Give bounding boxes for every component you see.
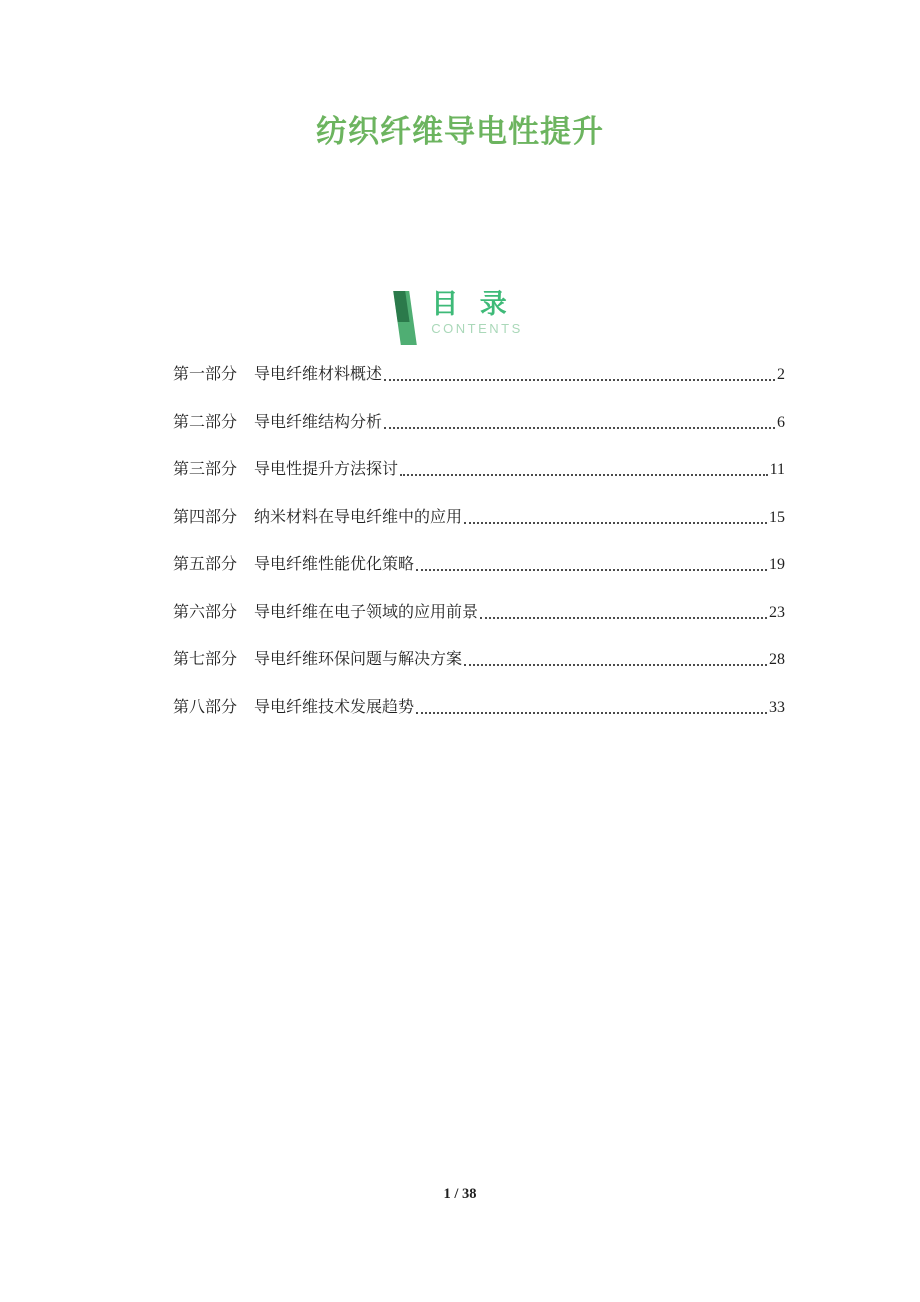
toc-entry-title[interactable]: 导电纤维材料概述 <box>254 366 383 383</box>
toc-entry[interactable] <box>173 554 785 575</box>
toc-heading: 目 录 <box>431 289 507 319</box>
toc-entry-part: 第五部分 <box>173 556 238 573</box>
toc-dot-leader <box>400 474 768 476</box>
toc-entry-part: 第七部分 <box>173 651 238 668</box>
toc-entry-page: 6 <box>777 413 785 431</box>
toc-entry[interactable] <box>173 507 785 528</box>
page-number: 1 / 38 <box>443 1186 477 1202</box>
toc-entry-part: 第二部分 <box>173 413 238 431</box>
toc-entry-part: 第四部分 <box>173 508 238 526</box>
toc-slash-icon <box>393 291 417 345</box>
toc-entry-title[interactable]: 导电性提升方法探讨 <box>254 461 399 478</box>
toc-entry-page: 28 <box>769 651 785 668</box>
document-title: 纺织纤维导电性提升 <box>316 114 604 149</box>
toc-entry-page: 19 <box>769 556 785 573</box>
toc-entry[interactable] <box>173 649 785 670</box>
toc-entry[interactable] <box>173 459 785 480</box>
toc-header <box>0 289 920 345</box>
toc-entry[interactable] <box>173 364 785 385</box>
toc-entry-title[interactable]: 导电纤维技术发展趋势 <box>254 698 415 716</box>
toc-dot-leader <box>464 664 767 666</box>
toc-dot-leader <box>480 617 767 619</box>
toc-entry-title[interactable]: 导电纤维在电子领域的应用前景 <box>254 603 479 621</box>
toc-entry-title[interactable]: 导电纤维环保问题与解决方案 <box>254 651 463 668</box>
toc-entry-page: 33 <box>769 698 785 716</box>
toc-entry-title[interactable]: 导电纤维结构分析 <box>254 413 383 431</box>
toc-entry-title[interactable]: 纳米材料在导电纤维中的应用 <box>254 508 463 526</box>
toc-dot-leader <box>384 427 775 429</box>
toc-entry-part: 第一部分 <box>173 366 238 383</box>
toc-entry-page: 15 <box>769 508 785 526</box>
toc-dot-leader <box>384 379 775 381</box>
toc-entry-part: 第八部分 <box>173 698 238 716</box>
toc-dot-leader <box>464 522 767 524</box>
toc-dot-leader <box>416 569 767 571</box>
toc-list <box>173 364 785 744</box>
toc-entry-part: 第三部分 <box>173 461 238 478</box>
toc-entry-page: 11 <box>769 461 785 478</box>
toc-heading-group <box>431 289 523 336</box>
toc-entry-title[interactable]: 导电纤维性能优化策略 <box>254 556 415 573</box>
toc-dot-leader <box>416 712 767 714</box>
toc-entry[interactable] <box>173 412 785 433</box>
toc-entry-page: 2 <box>777 366 785 383</box>
toc-slash-icon-dark-half <box>393 291 409 322</box>
toc-entry[interactable] <box>173 697 785 718</box>
toc-subheading: CONTENTS <box>431 321 523 336</box>
toc-entry-page: 23 <box>769 603 785 621</box>
toc-entry[interactable] <box>173 602 785 623</box>
toc-entry-part: 第六部分 <box>173 603 238 621</box>
